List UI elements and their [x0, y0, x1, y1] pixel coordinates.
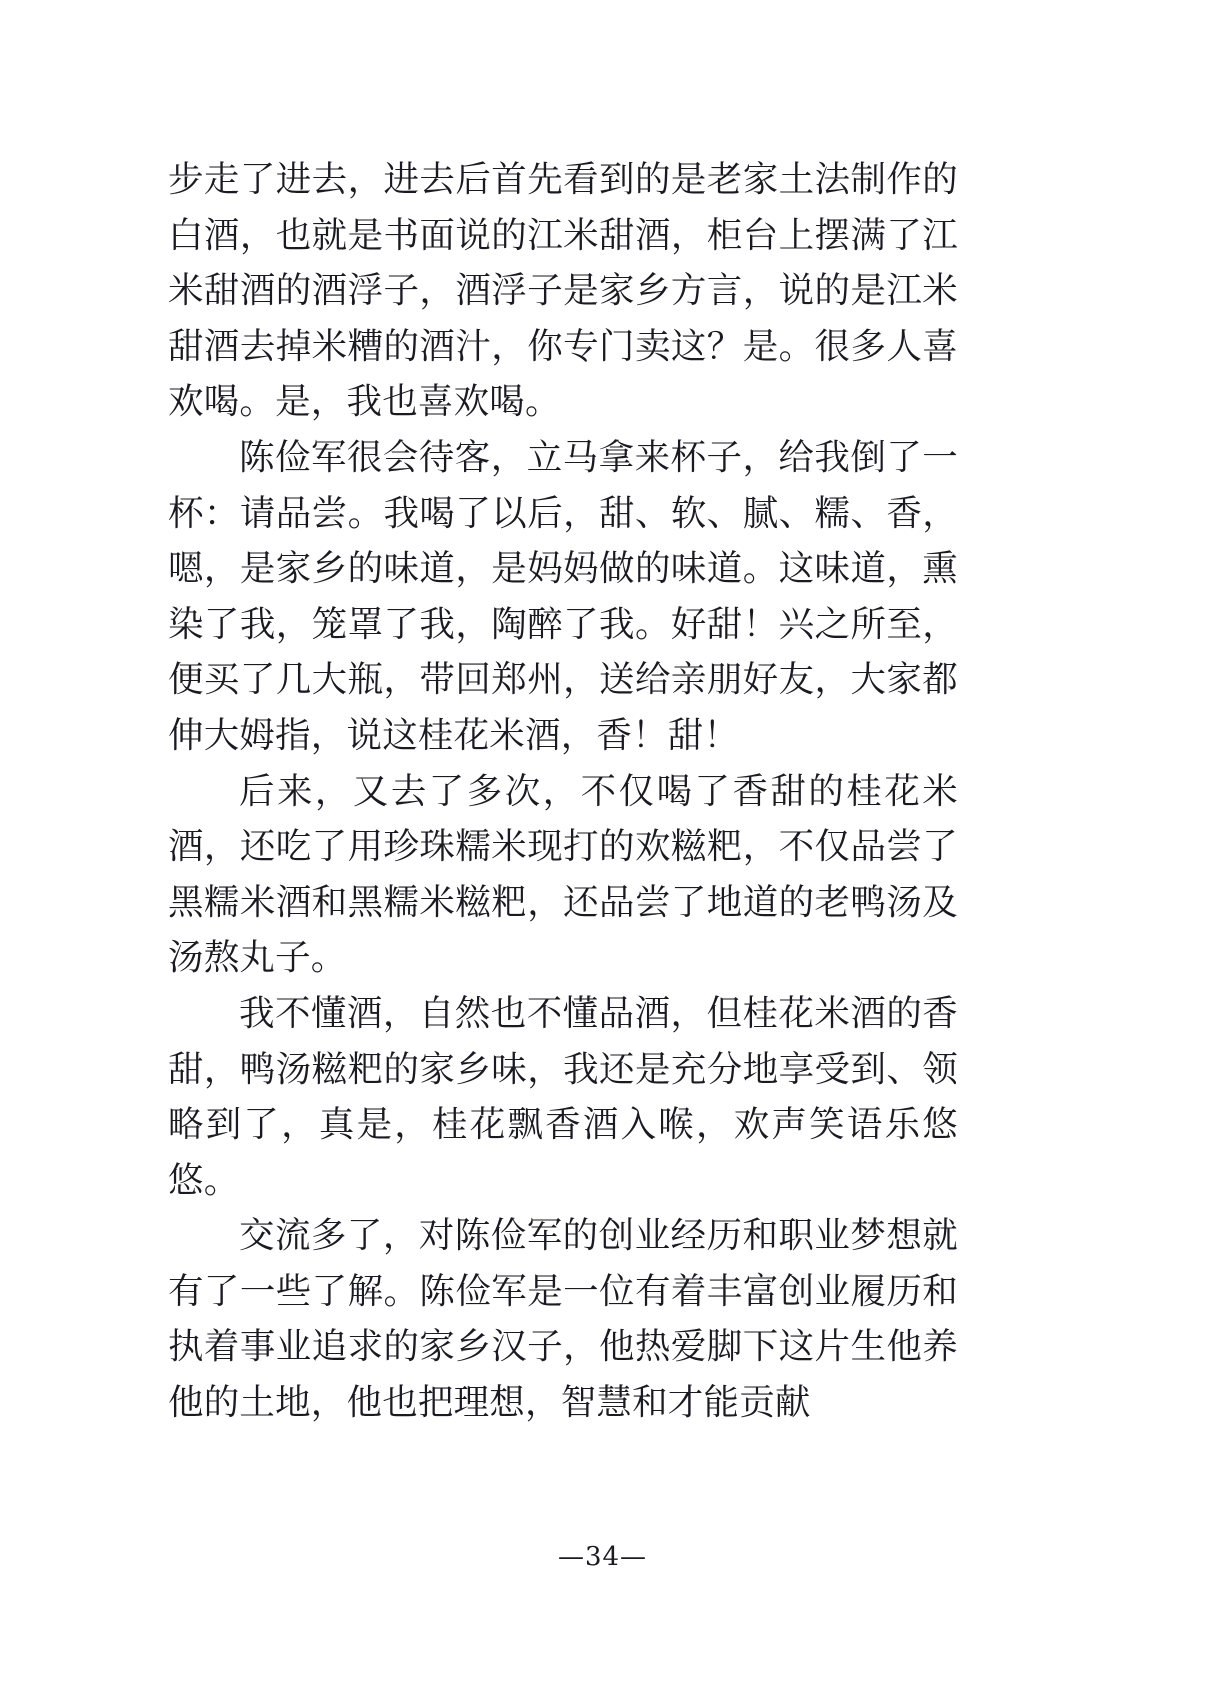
page-number: —34—: [557, 1542, 648, 1572]
paragraph-5: 交流多了，对陈俭军的创业经历和职业梦想就有了一些了解。陈俭军是一位有着丰富创业履历和执着事业追求的家乡汉子，他热爱脚下这片生他养他的土地，他也把理想，智慧和才能贡献: [168, 1215, 958, 1424]
paragraph-4: 我不懂酒，自然也不懂品酒，但桂花米酒的香甜，鸭汤糍粑的家乡味，我还是充分地享受到、领略到了，真是，桂花飘香酒入喉，欢声笑语乐悠悠。: [168, 992, 958, 1201]
paragraph-1: 步走了进去，进去后首先看到的是老家土法制作的白酒，也就是书面说的江米甜酒，柜台上摆满了江米甜酒的酒浮子，酒浮子是家乡方言，说的是江米甜酒去掉米糟的酒汁，你专门卖这？是。很多人喜欢喝。是，我也喜欢喝。: [168, 159, 958, 423]
body-text-block: [168, 152, 958, 1431]
paragraph-3: 后来，又去了多次，不仅喝了香甜的桂花米酒，还吃了用珍珠糯米现打的欢糍粑，不仅品尝了黑糯米酒和黑糯米糍粑，还品尝了地道的老鸭汤及汤熬丸子。: [168, 770, 958, 979]
paragraph-2: 陈俭军很会待客，立马拿来杯子，给我倒了一杯：请品尝。我喝了以后，甜、软、腻、糯、香，嗯，是家乡的味道，是妈妈做的味道。这味道，熏染了我，笼罩了我，陶醉了我。好甜！兴之所至，便买了几大瓶，带回郑州，送给亲朋好友，大家都伸大姆指，说这桂花米酒，香！甜！: [168, 436, 958, 756]
